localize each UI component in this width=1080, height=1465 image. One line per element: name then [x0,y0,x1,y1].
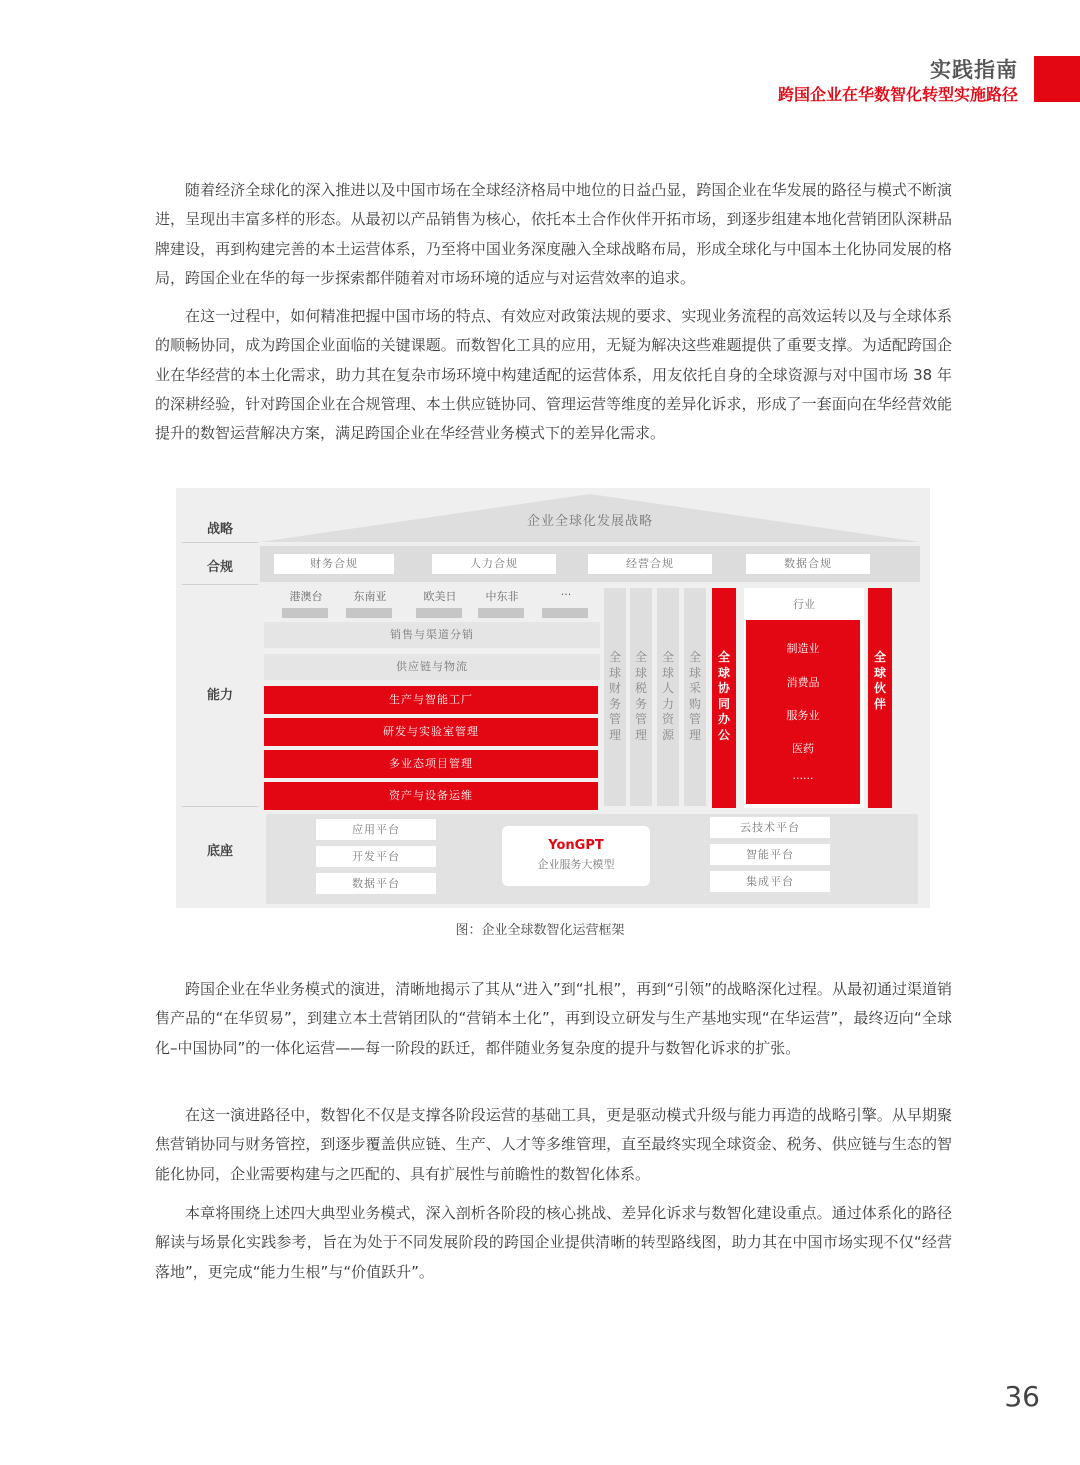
region-bar [478,608,524,618]
region-bar [346,608,392,618]
global-column: 全 球 财 务 管 理 [604,588,626,806]
region-label: 欧美日 [423,590,457,603]
base-platform: 数据平台 [316,873,436,894]
framework-diagram [176,488,930,908]
region-bar [542,608,588,618]
region-label: 东南亚 [353,590,387,603]
strategy-roof-label: 企业全球化发展战略 [526,514,653,529]
yongpt-title: YonGPT [548,838,604,853]
capability-row: 供应链与物流 [264,654,600,680]
layer-label-strategy: 战略 [206,522,233,537]
compliance-item: 数据合规 [746,554,870,574]
paragraph-2: 在这一过程中，如何精准把握中国市场的特点、有效应对政策法规的要求、实现业务流程的高效运转以及与全球体系的顺畅协同，成为跨国企业面临的关键课题。而数智化工具的应用，无疑为解决这些难题提供了重要支撑。为适配跨国企业在华经营的本土化需求，助力其在复杂市场环境中构建适配的运营体系，用友依托自身的全球资源与对中国市场 38 年的深耕经验，针对跨国企业在合规管理、本土供应链协同、管理运营等维度的差异化诉求，形成了一套面向在华经营效能提升的数智运营解决方案，满足跨国企业在华经营业务模式下的差异化需求。 [155,307,952,443]
paragraph-1: 随着经济全球化的深入推进以及中国市场在全球经济格局中地位的日益凸显，跨国企业在华发展的路径与模式不断演进，呈现出丰富多样的形态。从最初以产品销售为核心，依托本土合作伙伴开拓市场，到逐步组建本地化营销团队深耕品牌建设，再到构建完善的本土运营体系，乃至将中国业务深度融入全球战略布局，形成全球化与中国本土化协同发展的格局，跨国企业在华的每一步探索都伴随着对市场环境的适应与对运营效率的追求。 [155,181,952,287]
capability-row-highlight: 生产与智能工厂 [264,686,598,714]
capability-row-highlight: 资产与设备运维 [264,782,598,810]
industry-item: ······ [792,772,814,785]
divider [182,542,258,543]
industry-item: 消费品 [786,676,820,689]
yongpt-box [502,826,650,886]
region-label: ··· [560,588,572,601]
paragraph-5: 本章将围绕上述四大典型业务模式，深入剖析各阶段的核心挑战、差异化诉求与数智化建设重点。通过体系化的路径解读与场景化实践参考，旨在为处于不同发展阶段的跨国企业提供清晰的转型路线图，助力其在中国市场实现不仅“经营落地”，更完成“能力生根”与“价值跃升”。 [155,1204,952,1281]
capability-row-highlight: 多业态项目管理 [264,750,598,778]
region-bar [416,608,462,618]
page-number: 36 [1004,1380,1040,1413]
global-column: 全 球 税 务 管 理 [630,588,652,806]
industry-item: 医药 [792,742,814,755]
compliance-item: 财务合规 [274,554,394,574]
yongpt-subtitle: 企业服务大模型 [537,858,615,871]
divider [182,584,258,585]
global-column: 全 球 采 购 管 理 [684,588,706,806]
base-platform: 开发平台 [316,846,436,867]
compliance-item: 人力合规 [432,554,556,574]
global-office-column: 全 球 协 同 办 公 [712,588,736,808]
divider [182,806,258,807]
region-label: 港澳台 [289,590,323,603]
base-platform: 云技术平台 [710,817,830,838]
capability-row: 销售与渠道分销 [264,622,600,648]
base-platform: 应用平台 [316,819,436,840]
global-partner-column: 全 球 伙 伴 [868,588,892,808]
industry-item: 制造业 [786,642,820,655]
compliance-item: 经营合规 [588,554,712,574]
base-platform: 集成平台 [710,871,830,892]
region-label: 中东非 [485,590,519,603]
capability-row-highlight: 研发与实验室管理 [264,718,598,746]
region-bar [282,608,328,618]
header-accent-block [1034,56,1080,102]
layer-label-compliance: 合规 [206,560,233,575]
base-platform: 智能平台 [710,844,830,865]
header-title: 实践指南 [930,58,1018,82]
industry-item: 服务业 [786,709,820,722]
layer-label-base: 底座 [206,844,233,859]
layer-label-capability: 能力 [206,688,233,703]
paragraph-4: 在这一演进路径中，数智化不仅是支撑各阶段运营的基础工具，更是驱动模式升级与能力再造的战略引擎。从早期聚焦营销协同与财务管控，到逐步覆盖供应链、生产、人才等多维管理，直至最终实现全球资金、税务、供应链与生态的智能化协同，企业需要构建与之匹配的、具有扩展性与前瞻性的数智化体系。 [155,1106,952,1183]
global-column: 全 球 人 力 资 源 [657,588,679,806]
industry-title: 行业 [793,598,815,611]
header-subtitle: 跨国企业在华数智化转型实施路径 [777,85,1018,104]
paragraph-3: 跨国企业在华业务模式的演进，清晰地揭示了其从“进入”到“扎根”，再到“引领”的战略深化过程。从最初通过渠道销售产品的“在华贸易”，到建立本土营销团队的“营销本土化”，再到设立研发与生产基地实现“在华运营”，最终迈向“全球化–中国协同”的一体化运营——每一阶段的跃迁，都伴随业务复杂度的提升与数智化诉求的扩张。 [155,980,952,1057]
figure-caption: 图：企业全球数智化运营框架 [455,923,625,938]
